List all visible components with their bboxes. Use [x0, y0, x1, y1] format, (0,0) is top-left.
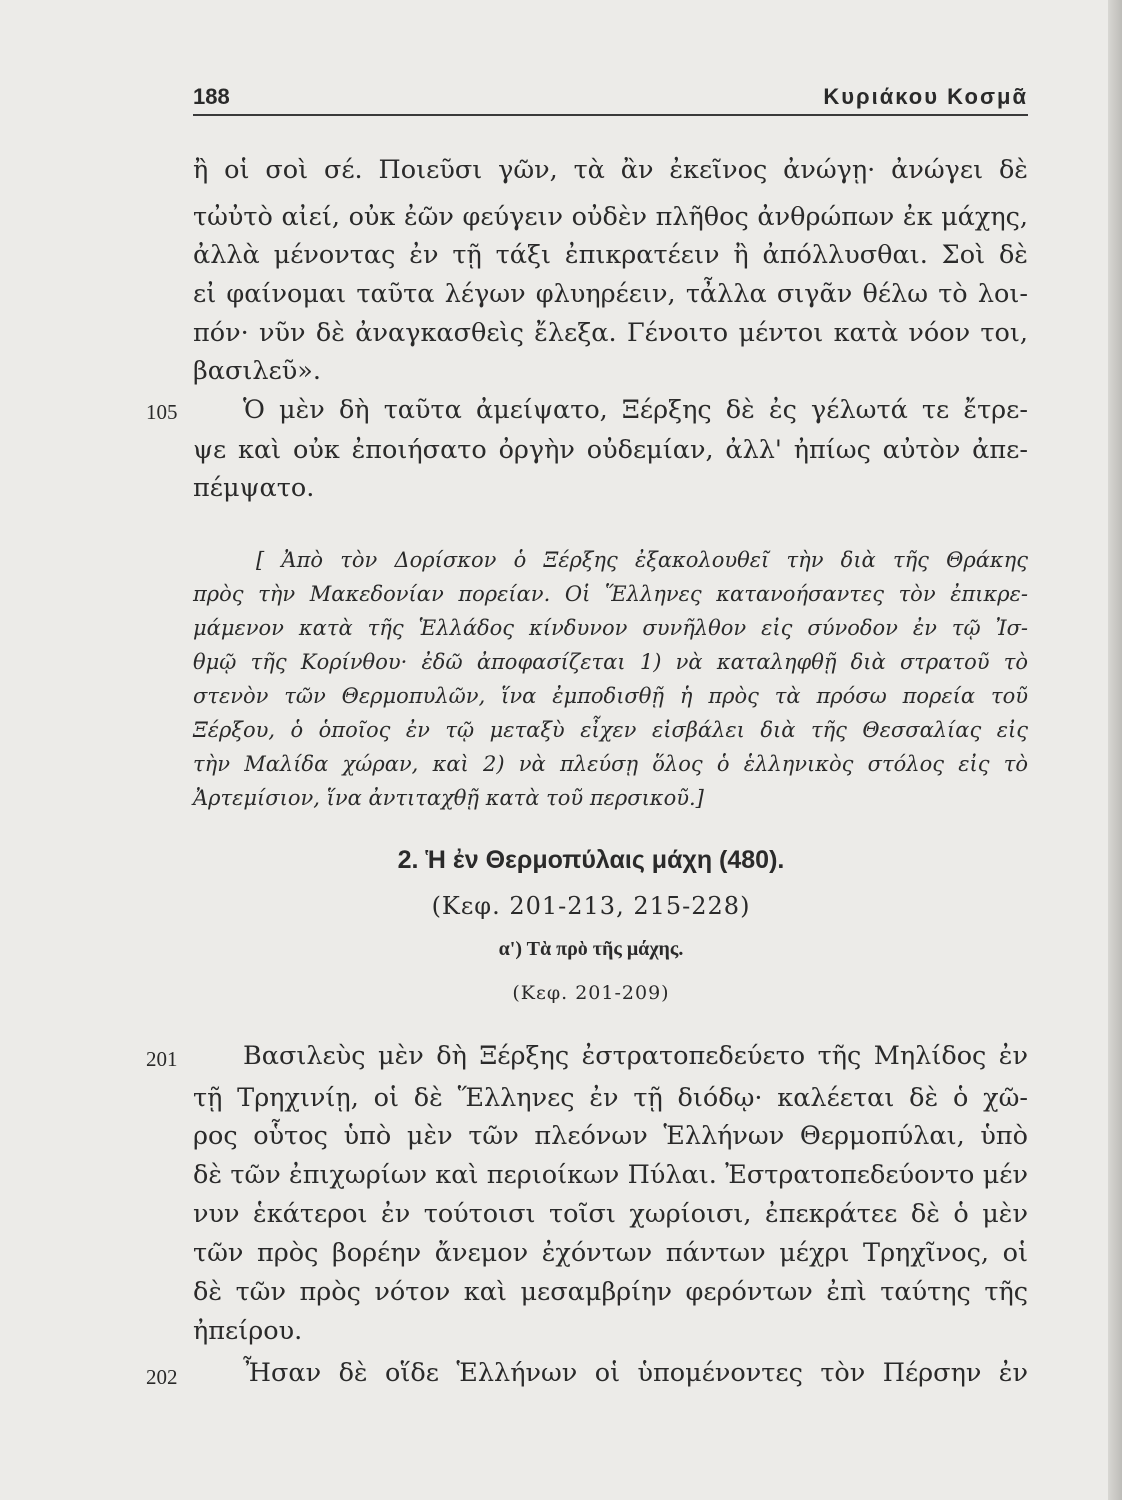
summary-line: Ξέρξου, ὁ ὁποῖος ἐν τῷ μεταξὺ εἶχεν εἰσβάλει διὰ τῆς Θεσσαλίας εἰς — [193, 718, 1028, 742]
running-head: Κυριάκου Κοσμᾶ — [823, 84, 1028, 109]
text-line: τῇ Τρηχινίῃ, οἱ δὲ Ἕλληνες ἐν τῇ διόδῳ· καλέεται δὲ ὁ χῶ- — [193, 1083, 1028, 1113]
summary-line: θμῷ τῆς Κορίνθου· ἐδῶ ἀποφασίζεται 1) νὰ καταληφθῇ διὰ στρατοῦ τὸ — [193, 650, 1028, 674]
text-line: ἠπείρου. — [193, 1316, 303, 1346]
chapter-range: (Κεφ. 201-213, 215-228) — [431, 892, 751, 920]
summary-line: [ Ἀπὸ τὸν Δορίσκον ὁ Ξέρξης ἐξακολουθεῖ τὴν διὰ τῆς Θράκης — [256, 548, 1028, 572]
text-line: νυν ἑκάτεροι ἐν τούτοισι τοῖσι χωρίοισι, ἐπεκράτεε δὲ ὁ μὲν — [193, 1199, 1028, 1229]
section-title: 2. Ἡ ἐν Θερμοπύλαις μάχη (480). — [397, 846, 785, 874]
text-line: Ἦσαν δὲ οἵδε Ἑλλήνων οἱ ὑπομένοντες τὸν Πέρσην ἐν — [243, 1358, 1028, 1388]
text-line: πόν· νῦν δὲ ἀναγκασθεὶς ἔλεξα. Γένοιτο μέντοι κατὰ νόον τοι, — [193, 318, 1028, 348]
text-line: δὲ τῶν ἐπιχωρίων καὶ περιοίκων Πύλαι. Ἐστρατοπεδεύοντο μέν — [193, 1160, 1028, 1190]
summary-line: μάμενον κατὰ τῆς Ἑλλάδος κίνδυνον συνῆλθον εἰς σύνοδον ἐν τῷ Ἰσ- — [193, 616, 1028, 640]
page-header — [193, 80, 1028, 116]
text-line: τῶν πρὸς βορέην ἄνεμον ἐχόντων πάντων μέχρι Τρηχῖνος, οἱ — [193, 1238, 1028, 1268]
text-line: πέμψατο. — [193, 473, 315, 503]
summary-line: Ἀρτεμίσιον, ἵνα ἀντιταχθῇ κατὰ τοῦ περσικοῦ.] — [193, 786, 704, 810]
page-number: 188 — [193, 84, 230, 109]
text-line: ρος οὗτος ὑπὸ μὲν τῶν πλεόνων Ἑλλήνων Θερμοπύλαι, ὑπὸ — [193, 1121, 1028, 1151]
text-line: Ὁ μὲν δὴ ταῦτα ἀμείψατο, Ξέρξης δὲ ἐς γέλωτά τε ἔτρε- — [243, 395, 1028, 425]
margin-number: 105 — [146, 400, 178, 424]
text-line: τὠὐτὸ αἰεί, οὐκ ἐῶν φεύγειν οὐδὲν πλῆθος ἀνθρώπων ἐκ μάχης, — [193, 202, 1028, 232]
subsection-title: α') Τὰ πρὸ τῆς μάχης. — [498, 938, 684, 960]
summary-line: τὴν Μαλίδα χώραν, καὶ 2) νὰ πλεύσῃ ὅλος ὁ ἑλληνικὸς στόλος εἰς τὸ — [193, 752, 1028, 776]
margin-number: 202 — [146, 1365, 178, 1389]
text-line: ἀλλὰ μένοντας ἐν τῇ τάξι ἐπικρατέειν ἢ ἀπόλλυσθαι. Σοὶ δὲ — [193, 240, 1028, 270]
text-line: ψε καὶ οὐκ ἐποιήσατο ὀργὴν οὐδεμίαν, ἀλλ' ἠπίως αὐτὸν ἀπε- — [193, 435, 1028, 465]
summary-line: πρὸς τὴν Μακεδονίαν πορείαν. Οἱ Ἕλληνες κατανοήσαντες τὸν ἐπικρε- — [193, 582, 1028, 606]
page-edge-shadow — [1108, 0, 1122, 1500]
subchapter-range: (Κεφ. 201-209) — [512, 982, 670, 1004]
margin-number: 201 — [146, 1047, 178, 1071]
text-line: Βασιλεὺς μὲν δὴ Ξέρξης ἐστρατοπεδεύετο τῆς Μηλίδος ἐν — [243, 1041, 1028, 1071]
text-line: βασιλεῦ». — [193, 356, 321, 386]
summary-line: στενὸν τῶν Θερμοπυλῶν, ἵνα ἐμποδισθῇ ἡ πρὸς τὰ πρόσω πορεία τοῦ — [193, 684, 1028, 708]
text-line: εἰ φαίνομαι ταῦτα λέγων φλυηρέειν, τἆλλα σιγᾶν θέλω τὸ λοι- — [193, 279, 1028, 309]
text-line: δὲ τῶν πρὸς νότον καὶ μεσαμβρίην φερόντων ἐπὶ ταύτης τῆς — [193, 1277, 1028, 1307]
text-line: ἢ οἱ σοὶ σέ. Ποιεῦσι γῶν, τὰ ἂν ἐκεῖνος ἀνώγῃ· ἀνώγει δὲ — [193, 155, 1028, 185]
